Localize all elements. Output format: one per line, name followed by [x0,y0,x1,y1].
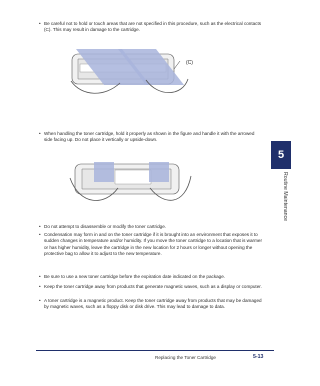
bullet-dot: • [39,232,41,237]
bullet-text [39,284,262,290]
bullet-text-content: Keep the toner cartridge away from products that generate magnetic waves, such as a display or computer. [44,284,262,289]
bullet-text-content: A toner cartridge is a magnetic product. Keep the toner cartridge away from products that may be damaged by magnetic waves, such as a floppy disk or disk drive. This may lead to damage to data. [44,298,262,310]
bullet-text-content: Be careful not to hold or touch areas that are not specified in this procedure, such as the electrical contacts (C). This may result in damage to the cartridge. [44,21,262,33]
bullet-text-content: Condensation may form in and on the toner cartridge if it is brought into an environment that exposes it to sudden changes in temperature and/or humidity. If you move the toner cartridge to a location that is warmer or has higher humidity, leave the cartridge in the new location for 2 hours or longer without opening the protective bag to allow it to adjust to the new temperature. [44,232,262,256]
bullet-text [39,131,262,144]
bullet-text-content: Be sure to use a new toner cartridge before the expiration date indicated on the package. [44,274,226,279]
bullet-text [39,224,262,230]
bullet-dot: • [39,298,41,303]
figure-handling [60,148,200,212]
chapter-tab [271,141,291,169]
bullet-dot: • [39,131,41,136]
page-number: 5-13 [253,354,264,360]
section-label: Routine Maintenance [282,172,288,222]
cartridge-illustration [60,148,200,212]
bullet-dot: • [39,21,41,26]
footer-title: Replacing the Toner Cartridge [155,355,216,360]
figure-contacts [60,39,200,103]
footer-rule [36,350,274,351]
bullet-dot: • [39,274,41,279]
bullet-dot: • [39,284,41,289]
bullet-dot: • [39,224,41,229]
bullet-text [39,274,262,280]
bullet-text [39,232,262,257]
figure-callout: (C) [186,60,193,66]
bullet-text-content: Do not attempt to disassemble or modify the toner cartridge. [44,224,167,229]
bullet-text [39,21,262,34]
cartridge-illustration [60,39,200,103]
bullet-text-content: When handling the toner cartridge, hold it properly as shown in the figure and handle it with the arrowed side facing up. Do not place it vertically or upside-down. [44,131,255,143]
chapter-number: 5 [277,149,285,161]
bullet-text [39,298,262,311]
